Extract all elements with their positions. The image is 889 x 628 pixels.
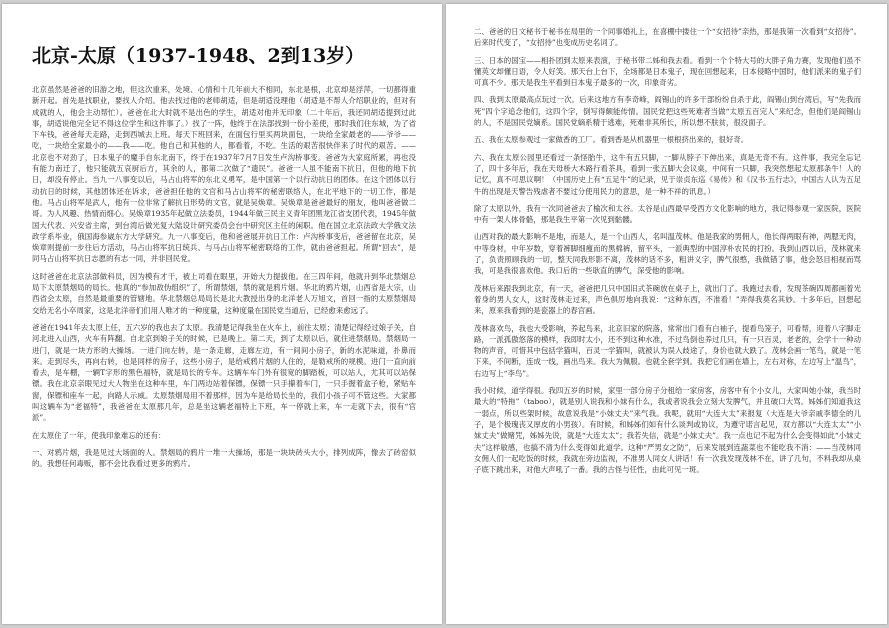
paragraph: 二、爸爸的日文秘书于秘书在局里的一个同事婚礼上，在喜棚中搂住一个“女招待”亲热，那是我第一次看到“女招待”。后来时代变了，“女招待”也变成历史名词了。: [474, 27, 861, 48]
paragraph: 这时爸爸在北京法部做科员，因为模有才干，被上司看在眼里，开始大力提拔他。在三四年间，他就升到华北禁烟总局下太原禁烟局的局长。他真的“参加敌伪组织”了，所谓禁烟，禁的就是鸦片烟。华北的鸦片烟，山西省是大宗，山西省会太原，自然是最重要的管辖地。华北禁烟总局局长是北大教授出身的北洋老人万旭文，首回一指的太原禁烟局交给无名小卒周家，这是北洋帝们们用人唯才的一种度量，这种度量在国民党当道后，已经愈来愈远了。: [32, 271, 416, 315]
paragraph: 除了太原以外，我有一次同爸爸去了榆次和太谷。太谷是山西最早受西方文化影响的地方，我记得参观一家医院，医院中有一架人体骨骼，那是我生平第一次见到骷髅。: [474, 203, 861, 225]
paragraph: 爸爸在1941年去太原上任，五六岁的我也去了太原。我清楚记得我坐在火车上，前往太原；清楚记得经过娘子关，自河北进入山西，火车有阵翻。自北京到娘子关的时候，已是晚上。第二天，到了太原以后，就住进禁烟局。禁烟局一进门，就是一块方形的大操场。一进门向左转，是一条走廊，走廊左边，有一间间小房子，新的水泥味道，扑鼻而来。走到尽头，再向右转，也是同样的房子，这些小房子，是给戒鸦片烟的人住的，是勒戒所的规模。进门一直向前看去，是车棚，一辆T字形的黑色福特，就是局长的专车。这辆车车门外有很宽的脚踏板，可以站人，尤其可以站保镖。我在北京亲眼见过大人物坐在这种车里，车门两边站着保镖，保镖一只手攥着车门，一只手握着盒子枪，紧贴车窗，保镖和座车一起，向路人示威。太原禁烟局用不着那样，因为车是给局长坐的，我们小孩子可不管这些。大家都叫这辆车为“老福特”，我爸爸在太原那几年，总是坐这辆老福特上下班，车一停就上来，车一走就下去，很有“官派”。: [32, 322, 416, 423]
paragraph: 茂林后来跟我到北京，有一天，爸爸把几只中国旧式茶碗放在桌子上，就出门了。我跑过去看，发现茶碗四周都画着光着身的男人女人，这时茂林走过来，声色俱厉地向我说：“这种东西，不准看！”弄得我莫名其妙。十多年后，回想起来，原来我看到的是瓷器上的春宫画。: [474, 283, 861, 316]
paragraph: 我小时候，道学得很。我四五岁的时候，家里一部分房子分租给一家房客，房客中有个小女儿，大家叫她小妹，我当时最大的“特拖”（taboo），就是别人说我和小妹有什么，我或者说我会立刻大发脾气，并且破口大骂。姊姊们知道我这一弱点，所以些架时候，故意说我是“小妹丈夫”来气我。我呢，就用“大连大太”来报复（大连是大爷亲戚李德全的儿子，是个极瑰丧又厚皮的小男孩）。有时候，和姊姊们如有什么谈判或协议，为遵守诺言起见，双方都以“大连太太”“小妹丈夫”做赌咒，姊姊先说，就是“大连太太”；我若失信，就是“小妹丈夫”。我一点也记不起为什么会变得如此“小妹丈夫”这样敏感，也搞不清为什么变得如此道学。这种“严男女之防”，后来发展到连蔬菜也不能吃我不消：——当茂林同女佣人们一起吃饭的时候，我就在旁边监视，不准男人同女人讲话！有一次我发现茂林不在，讲了几句，不料我却从桌子底下跳出来，对他大声吼了一番。我的古怪与任性，由此可见一斑。: [474, 386, 861, 475]
paragraph: 三、日本的国宝——相扑团到太原来表演，于秘书带二姊和我去看。看到一个个特大号的大胖子角力赛，发现他们虽不懂英文却懂日语，令人好笑。那天台上台下，全场都是日本鬼子，现在回想起来，日本侵略中国时，他们派来的鬼子们可真不少。那天是我生平看到日本鬼子最多的一次，印象奇劣。: [474, 55, 861, 88]
paragraph: 山西对我的最大影响不是地，而是人，是一个山西人，名叫温茂林。他是我家的男佣人，他长得两眼有神，两腮无肉，中等身材，中年岁数，穿着裤脚细瘦而的黑棉裤，留平头，一派典型的中国淳朴农民的打扮。我到山西以后，茂林就来了，负责照顾我的一切，整天同我形影不离，茂林的话不多，粗讲义字，脾气很憨，我做错了事，他会怒目相视而骂我，可是我很喜欢他。我口后的一些耿直的脾气，深受他的影响。: [474, 232, 861, 276]
paragraph: 在太原住了一年，使我印象难忘的还有：: [32, 430, 166, 440]
left-column: [2, 4, 442, 624]
chapter-title: 北京-太原（1937-1948、2到13岁）: [32, 45, 365, 67]
paragraph: 六、我在太原公园里还看过一条怪胎牛，这牛有五只脚，一脚从脖子下伸出来，真是无奇不有。这件事，我完全忘记了，四十多年后，我在天母桥大木路行看茶具，看到一张五脚大会议桌，中间有一只脚，我突然想起太原那条牛！人的记忆，真不可思议啊！（中国历史上有“五足牛”的记录，见于崇贞东巡《易传》和《汉书·五行志》，中国古人认为五足牛的出现是天警告残虐者不要过分使用民力的意思，是一种不祥的讯息。）: [474, 152, 861, 196]
right-column: [446, 4, 887, 624]
paragraph: 一、对鸦片烟，我是见过大场面的人。禁烟局的鸦片一堆一大操场，那是一块块砖头大小，排列成阵，像去了砖窑似的。我想任何毒贩，都不会比我看过更多的鸦片。: [32, 447, 416, 469]
paragraph: 四、我到太原最高点玩过一次。后来这地方有李奇峰，阎锡山的许多干部纷纷自杀于此，阎锡山到台湾后，写“先我而死”四个字追念他们，这四个字，倒写得颇能传情。国民党把这些死难者当做“太原五百完人”来纪念，但他们是阎锡山的人，不是国民党嫡系。国民党嫡系精于逃难，死难非其所长，所以想不肤贫，很没面子。: [474, 95, 861, 128]
left-page: [2, 4, 442, 624]
paragraph: 茂林喜欢鸟，我也大受影响，养起鸟来，北京旧家的院落，常常出门看有白袖子，提看鸟笼子，可看帮，迎着八字脚走路，一派孤傲悠落的模样，我即时太小，还不到这种水准，不过鸟倒也养过几只，有一只百灵，老老的，会学十一种动物的声音，可惜其中包括学猫叫，百灵一学猫叫，就被认为误入歧途了，身价也就大跌了。茂林会画一笔鸟，就是一笔下来，不间断，连成一线，画出鸟来。我大为佩服。也就全套学到。我把它们画在墙上，左右对称，左边写上“温鸟”，右边写上“李鸟”。: [474, 323, 861, 378]
paragraph: 五、我在太原参观过一家做香的工厂。看到香是从机器里一根根挤出来的，很好奇。: [474, 135, 749, 145]
right-page: [446, 4, 887, 624]
paragraph: 北京虽然是爸爸的旧游之地，但这次重来，处境、心情和十几年前大不相同，东北是根，北京却是浮萍，一切都得重新开起。首先是找职业，要找人介绍。他去找过他的老师胡适，但是胡适没理他（胡适是不帮人介绍职业的，但对有成就的人，他会主动帮忙）。爸爸在北大时就不是出色的学生，胡适对他并无印象（二十年后，我还同胡适提到过此事，胡适说他完全记不得这位学生和这件事了。）找了一阵，他终于在法部找到一份小差使，那时我们住东城，为了省下车钱，爸爸每天走路，走到西城去上班。每天下班回来，在面包行里买两块面包，一块给全家最老的——爷爷——吃，一块给全家最小的——我——吃。他自己和其他的人，都看着，不吃。生活的艰苦很快伴来了时代的艰苦。——北京也不对劲了，日本鬼子的魔手自东北南下，终于在1937年7月7日发生卢沟桥事变。爸爸为大家庭所累，再也没有能力南迁了，他只能就五哀厨后方，其余的人，都第二次做了“遗民”。爸爸一人虽不能南下抗日，但他的地下抗日，却没有停止。当九一八事变以后，马占山将军的东北义勇军，是中国第一个以行动抗日的团体。在这个团体以行动抗日的时候，其他团体还在诉求，爸爸担任他的文官和马占山将军的秘密联络人，在北平地下的一切工作，都是他。马占山将军是武人，他有一位非常了解抗日形势的文官，就是吴焕章。吴焕章是爸爸最好的朋友，他叫爸爸做二哥。为人风趣、热情而细心。吴焕章1935年起做立法委员，1944年做三民主义青年团黑龙江省支团代表，1945年做国大代表、兴安省主席，到台湾后做光复大陆设计研究委员会台中研究区主任的闲职。他在国立北京法政大学俄文法政学系毕业，俄国海参崴东方大学研究。九一八事变后，他和爸爸展开抗日工作：卢沟桥事变后，爸爸留在北京，吴焕章则提前一步往后方活动，马占山将军抗日统兵、与马占山将军秘密联络的工作，就由爸爸担起。所谓“回去”，是同马占山将军抗日志愿的有志一同，并非回民党。: [32, 85, 416, 264]
